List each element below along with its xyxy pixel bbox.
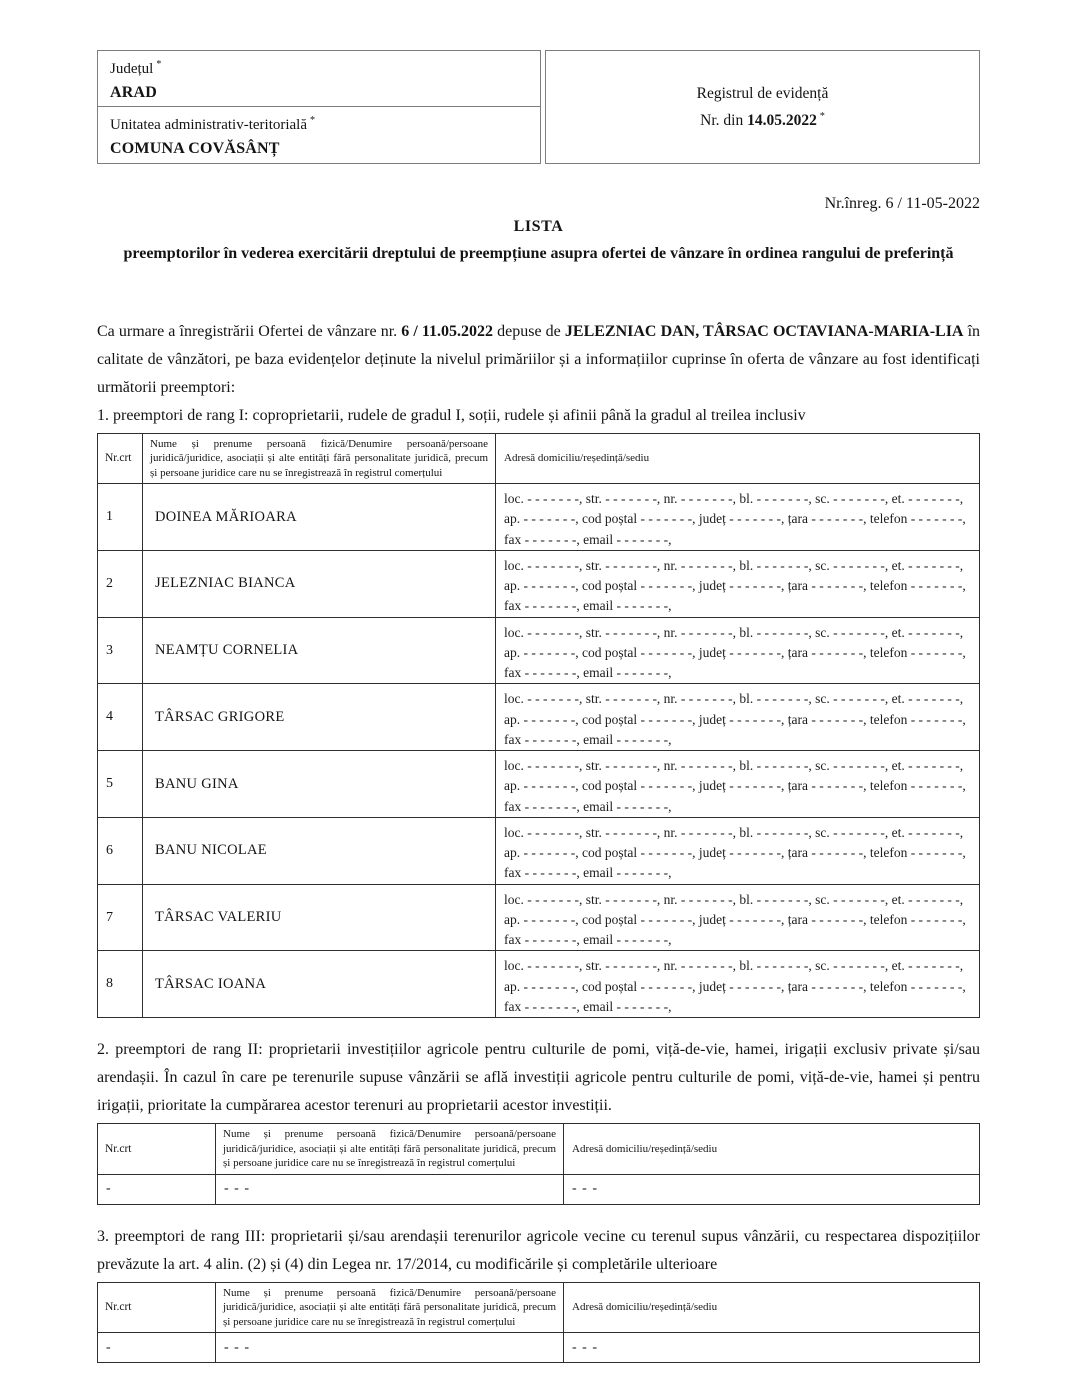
registry-number-prefix: Nr. din xyxy=(700,112,748,129)
asterisk-marker: * xyxy=(156,59,162,70)
rank3-table xyxy=(97,1282,980,1364)
preemptor-row xyxy=(98,484,980,551)
document-subtitle: preemptorilor în vederea exercitării dreptului de preempțiune asupra ofertei de vânzare în ordinea rangului de preferință xyxy=(123,245,954,262)
registration-number: Nr.înreg. 6 / 11-05-2022 xyxy=(824,195,980,212)
uat-cell xyxy=(97,106,541,164)
preemptor-name: - - - xyxy=(216,1174,564,1204)
rank1-heading: 1. preemptori de rang I: coproprietarii, rudele de gradul I, soții, rudele și afinii până la gradul al treilea inclusiv xyxy=(97,406,806,424)
col-header-address: Adresă domiciliu/reședință/sediu xyxy=(496,433,980,484)
preemptor-address: loc. - - - - - - -, str. - - - - - - -, nr. - - - - - - -, bl. - - - - - - -, sc. - - - - - - -, et. - - - - - - -, ap. - - - - - - -, cod poștal - - - - - - -, județ - - - - - - -, țara - - - - - - -, telefon - - - - - - -, fax - - - - - - -, email - - - - - - -, xyxy=(496,951,980,1018)
row-number: 1 xyxy=(98,484,143,551)
preemptor-address: loc. - - - - - - -, str. - - - - - - -, nr. - - - - - - -, bl. - - - - - - -, sc. - - - - - - -, et. - - - - - - -, ap. - - - - - - -, cod poștal - - - - - - -, județ - - - - - - -, țara - - - - - - -, telefon - - - - - - -, fax - - - - - - -, email - - - - - - -, xyxy=(496,550,980,617)
preemptor-name: JELEZNIAC BIANCA xyxy=(143,550,496,617)
preemptor-address: - - - xyxy=(564,1333,980,1363)
rank2-heading: 2. preemptori de rang II: proprietarii investițiilor agricole pentru culturile de pomi, viță-de-vie, hamei, irigații exclusiv private și/sau arendașii. În cazul în care pe terenurile supuse vânzării se află investiții agricole pentru culturile de pomi, viță-de-vie, hamei și pentru irigații, prioritate la cumpărarea acestor terenuri au proprietarii acestor investiții. xyxy=(97,1041,980,1115)
col-header-address: Adresă domiciliu/reședință/sediu xyxy=(564,1124,980,1175)
preemptor-row xyxy=(98,617,980,684)
intro-text: în calitate de vânzători, pe baza evidențelor deținute la nivelul primăriilor și a informațiilor cuprinse în oferta de vânzare au fost identificați următorii preemptori: xyxy=(97,322,981,396)
preemptor-name: - - - xyxy=(216,1333,564,1363)
preemptor-row xyxy=(98,951,980,1018)
row-number: 8 xyxy=(98,951,143,1018)
sellers-names: JELEZNIAC DAN, TÂRSAC OCTAVIANA-MARIA-LIA xyxy=(564,322,964,340)
registry-cell xyxy=(545,50,980,164)
preemptor-address: loc. - - - - - - -, str. - - - - - - -, nr. - - - - - - -, bl. - - - - - - -, sc. - - - - - - -, et. - - - - - - -, ap. - - - - - - -, cod poștal - - - - - - -, județ - - - - - - -, țara - - - - - - -, telefon - - - - - - -, fax - - - - - - -, email - - - - - - -, xyxy=(496,884,980,951)
col-header-nr: Nr.crt xyxy=(98,433,143,484)
uat-value: COMUNA COVĂSÂNȚ xyxy=(110,139,280,157)
asterisk-marker: * xyxy=(819,110,825,122)
preemptor-address: - - - xyxy=(564,1174,980,1204)
empty-preemptor-row xyxy=(98,1174,980,1204)
col-header-nr: Nr.crt xyxy=(98,1124,216,1175)
rank3-heading: 3. preemptori de rang III: proprietarii și/sau arendașii terenurilor agricole vecine cu terenul supus vânzării, cu respectarea dispozițiilor prevăzute la art. 4 alin. (2) și (4) din Legea nr. 17/2014, cu modificările și completările ulterioare xyxy=(97,1227,980,1273)
row-number: 2 xyxy=(98,550,143,617)
offer-number: 6 / 11.05.2022 xyxy=(401,322,494,340)
preemptor-name: TÂRSAC IOANA xyxy=(143,951,496,1018)
preemptor-name: BANU NICOLAE xyxy=(143,817,496,884)
col-header-name: Nume și prenume persoană fizică/Denumire persoană/persoane juridică/juridice, asociații și alte entități fără personalitate juridică, precum și persoane juridice care nu se înregistrează în registrul comerțului xyxy=(143,433,496,484)
preemptor-address: loc. - - - - - - -, str. - - - - - - -, nr. - - - - - - -, bl. - - - - - - -, sc. - - - - - - -, et. - - - - - - -, ap. - - - - - - -, cod poștal - - - - - - -, județ - - - - - - -, țara - - - - - - -, telefon - - - - - - -, fax - - - - - - -, email - - - - - - -, xyxy=(496,484,980,551)
preemptor-address: loc. - - - - - - -, str. - - - - - - -, nr. - - - - - - -, bl. - - - - - - -, sc. - - - - - - -, et. - - - - - - -, ap. - - - - - - -, cod poștal - - - - - - -, județ - - - - - - -, țara - - - - - - -, telefon - - - - - - -, fax - - - - - - -, email - - - - - - -, xyxy=(496,817,980,884)
preemptor-name: TÂRSAC GRIGORE xyxy=(143,684,496,751)
rank2-table xyxy=(97,1123,980,1205)
col-header-name: Nume și prenume persoană fizică/Denumire persoană/persoane juridică/juridice, asociații și alte entități fără personalitate juridică, precum și persoane juridice care nu se înregistrează în registrul comerțului xyxy=(216,1282,564,1333)
county-label xyxy=(110,58,528,81)
registry-date: 14.05.2022 xyxy=(747,112,817,129)
county-value: ARAD xyxy=(110,83,158,101)
intro-text: depuse de xyxy=(493,322,565,340)
preemptor-address: loc. - - - - - - -, str. - - - - - - -, nr. - - - - - - -, bl. - - - - - - -, sc. - - - - - - -, et. - - - - - - -, ap. - - - - - - -, cod poștal - - - - - - -, județ - - - - - - -, țara - - - - - - -, telefon - - - - - - -, fax - - - - - - -, email - - - - - - -, xyxy=(496,684,980,751)
row-number: 6 xyxy=(98,817,143,884)
preemptor-address: loc. - - - - - - -, str. - - - - - - -, nr. - - - - - - -, bl. - - - - - - -, sc. - - - - - - -, et. - - - - - - -, ap. - - - - - - -, cod poștal - - - - - - -, județ - - - - - - -, țara - - - - - - -, telefon - - - - - - -, fax - - - - - - -, email - - - - - - -, xyxy=(496,617,980,684)
col-header-address: Adresă domiciliu/reședință/sediu xyxy=(564,1282,980,1333)
preemptor-name: BANU GINA xyxy=(143,751,496,818)
preemptor-name: NEAMȚU CORNELIA xyxy=(143,617,496,684)
col-header-name: Nume și prenume persoană fizică/Denumire persoană/persoane juridică/juridice, asociații și alte entități fără personalitate juridică, precum și persoane juridice care nu se înregistrează în registrul comerțului xyxy=(216,1124,564,1175)
county-cell xyxy=(97,50,541,107)
rank1-table xyxy=(97,433,980,1019)
document-content xyxy=(97,0,980,1363)
preemptor-row xyxy=(98,751,980,818)
row-number: - xyxy=(98,1174,216,1204)
empty-preemptor-row xyxy=(98,1333,980,1363)
preemptor-row xyxy=(98,884,980,951)
registry-title: Registrul de evidență xyxy=(696,84,829,102)
intro-paragraph xyxy=(97,318,980,402)
table-header-row xyxy=(98,1124,980,1175)
row-number: 5 xyxy=(98,751,143,818)
preemptor-row xyxy=(98,684,980,751)
row-number: 4 xyxy=(98,684,143,751)
registry-number-line xyxy=(700,107,825,134)
row-number: 7 xyxy=(98,884,143,951)
intro-text: Ca urmare a înregistrării Ofertei de vânzare nr. xyxy=(97,322,402,340)
col-header-nr: Nr.crt xyxy=(98,1282,216,1333)
row-number: - xyxy=(98,1333,216,1363)
preemptor-row xyxy=(98,817,980,884)
asterisk-marker: * xyxy=(310,115,316,126)
uat-label xyxy=(110,114,528,137)
table-header-row xyxy=(98,433,980,484)
header-table xyxy=(97,0,980,164)
header-left-column xyxy=(97,50,541,164)
county-label-text: Județul xyxy=(110,61,154,77)
row-number: 3 xyxy=(98,617,143,684)
table-header-row xyxy=(98,1282,980,1333)
preemptor-row xyxy=(98,550,980,617)
preemptor-address: loc. - - - - - - -, str. - - - - - - -, nr. - - - - - - -, bl. - - - - - - -, sc. - - - - - - -, et. - - - - - - -, ap. - - - - - - -, cod poștal - - - - - - -, județ - - - - - - -, țara - - - - - - -, telefon - - - - - - -, fax - - - - - - -, email - - - - - - -, xyxy=(496,751,980,818)
uat-label-text: Unitatea administrativ-teritorială xyxy=(110,117,308,133)
preemptor-name: TÂRSAC VALERIU xyxy=(143,884,496,951)
preemptor-name: DOINEA MĂRIOARA xyxy=(143,484,496,551)
document-title: LISTA xyxy=(513,218,564,235)
